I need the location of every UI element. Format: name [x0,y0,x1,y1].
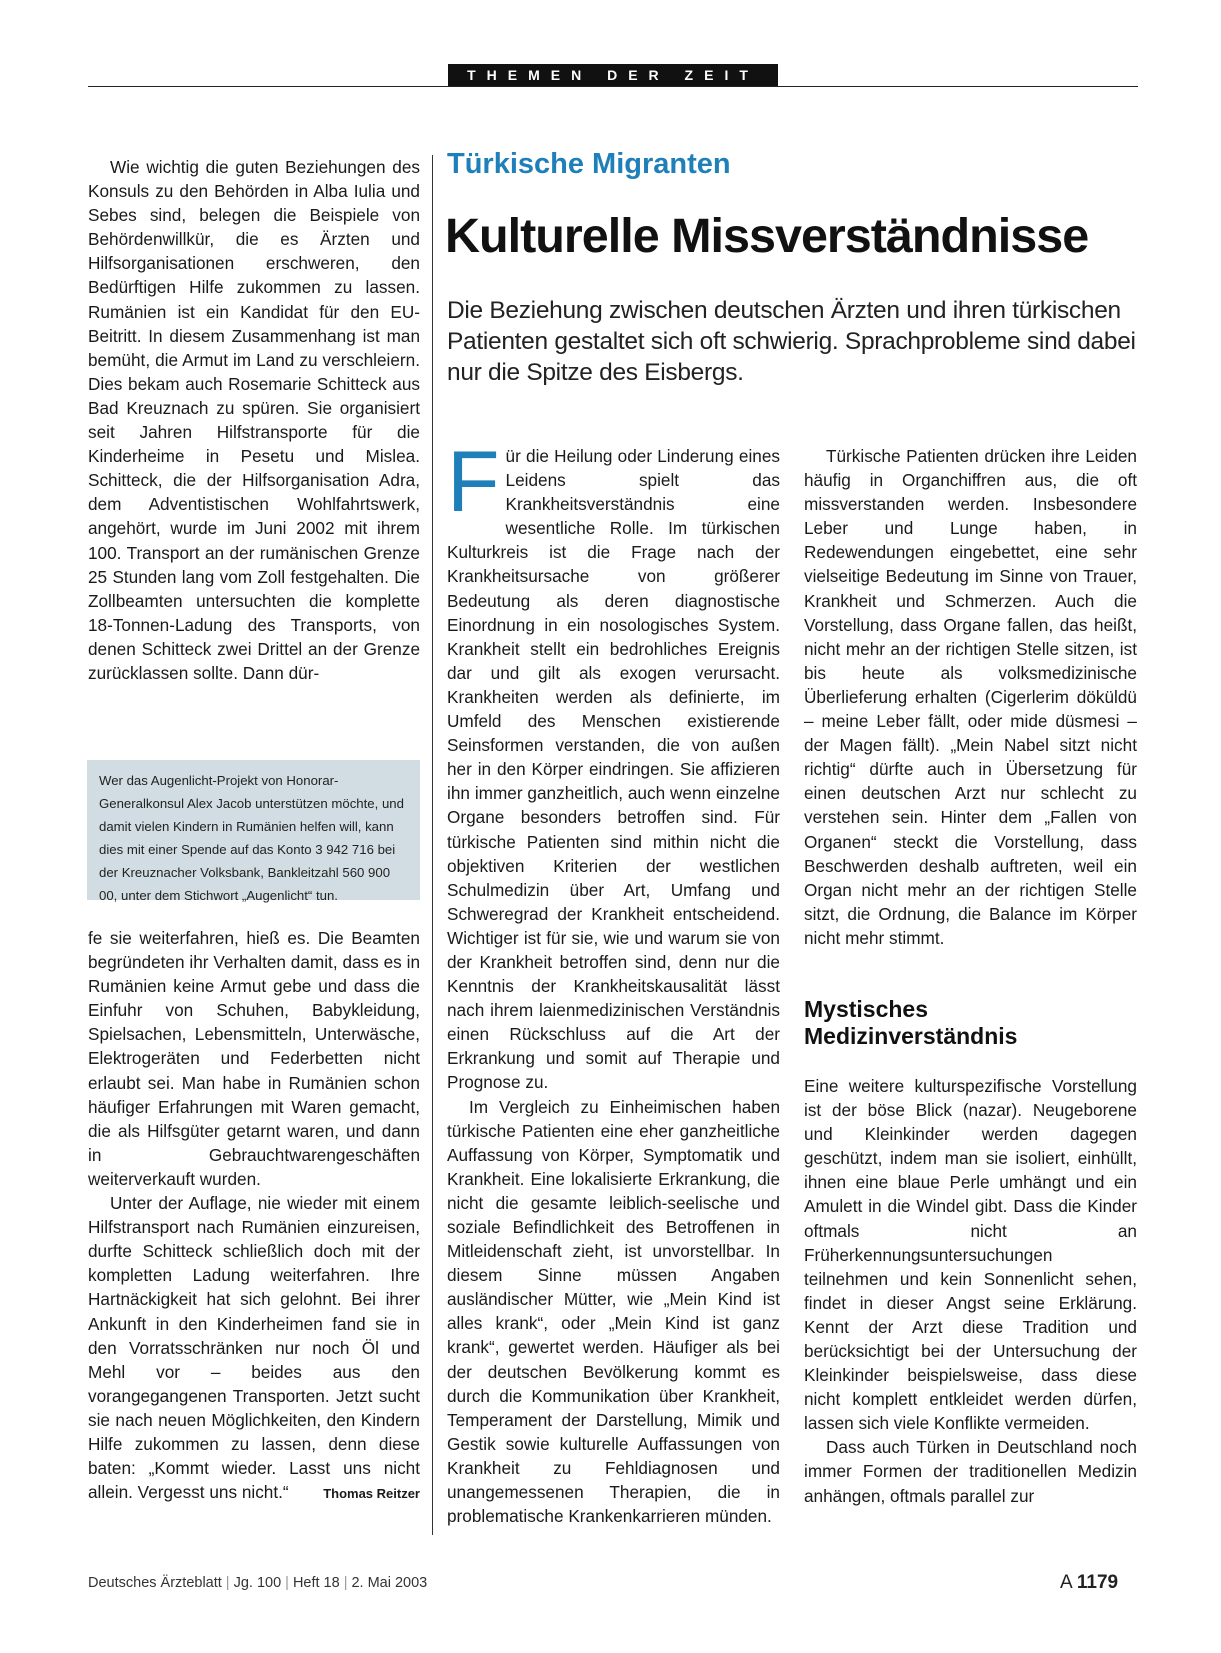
article-headline: Kulturelle Missverständnisse [445,209,1089,263]
drop-cap: F [447,434,500,530]
previous-article-column-continued [88,926,420,1506]
issue-date: 2. Mai 2003 [351,1575,428,1591]
page-number [1060,1572,1118,1594]
article-paragraph: Dass auch Türken in Deutschland noch immer Formen der traditionellen Medizin anhängen, oftmals parallel zur [804,1437,1137,1506]
volume: Jg. 100 [233,1575,282,1591]
journal-name: Deutsches Ärzteblatt [88,1575,222,1591]
previous-article-paragraph: Wie wichtig die guten Beziehungen des Konsuls zu den Behörden in Alba Iulia und Sebes sind, belegen die Beispiele von Behördenwillkür, die es Ärzten und Hilfsorganisationen erschweren, den Bedürftigen Hilfe zukommen zu lassen. Rumänien ist ein Kandidat für den EU-Beitritt. In diesem Zusammenhang ist man bemüht, die Armut im Land zu verschleiern. Dies bekam auch Rosemarie Schitteck aus Bad Kreuznach zu spüren. Sie organisiert seit Jahren Hilfstransporte für die Kinderheime in Pesetu und Mislea. Schitteck, die der Hilfsorganisation Adra, dem Adventistischen Wohlfahrtswerk, angehört, wurde im Juni 2002 mit ihrem 100. Transport an der rumänischen Grenze 25 Stunden lang vom Zoll festgehalten. Die Zollbeamten untersuchten die komplette 18-Tonnen-Ladung des Transports, von denen Schitteck zwei Drittel an der Grenze zurücklassen sollte. Dann dür- [88,157,420,683]
article-column-1 [447,434,780,1528]
page-footer: Deutsches Ärzteblatt | Jg. 100 | Heft 18 | 2. Mai 2003 [88,1575,428,1591]
article-paragraph: Eine weitere kulturspezifische Vorstellung ist der böse Blick (nazar). Neugeborene und Kleinkinder werden dagegen geschützt, indem man sie isoliert, einhüllt, ihnen eine blaue Perle umhängt und ein Amulett in die Windel gibt. Dass die Kinder oftmals nicht an Früherkennungsuntersuchungen teilnehmen und kein Sonnenlicht sehen, findet in dieser Angst seine Erklärung. Kennt der Arzt diese Tradition und berücksichtigt bei der Untersuchung der Kleinkinder beispielsweise, dass diese nicht komplett entkleidet werden dürfen, lassen sich viele Konflikte vermeiden. [804,1075,1137,1434]
donation-info-box: Wer das Augenlicht-Projekt von Honorar-Generalkonsul Alex Jacob unterstützen möchte, und damit vielen Kindern in Rumänien helfen will, kann dies mit einer Spende auf das Konto 3 942 716 bei der Kreuznacher Volksbank, Bankleitzahl 560 900 00, unter dem Stichwort „Augenlicht“ tun. [87,760,420,900]
article-lead: Die Beziehung zwischen deutschen Ärzten und ihren türkischen Patienten gestaltet sich oft schwierig. Sprachprobleme sind dabei nur die Spitze des Eisbergs. [447,297,1136,386]
article-subheading: Mystisches Medizinverständnis [804,995,1018,1049]
column-divider [432,155,433,1535]
article-kicker: Türkische Migranten [447,148,731,180]
author-signature: Thomas Reitzer [323,1486,420,1502]
article-text: ür die Heilung oder Linderung eines Leidens spielt das Krankheitsverständnis eine wesentliche Rolle. Im türkischen Kulturkreis ist die Frage nach der Krankheitsursache von größerer Bedeutung als deren diagnostische Einordnung in ein nosologisches System. Krankheit stellt ein bedrohliches Ereignis dar und gilt als exogen verursacht. Krankheiten werden als definierte, im Umfeld des Menschen existierende Seinsformen verstanden, die von außen her in den Körper eindringen. Sie affizieren ihn immer ganzheitlich, auch wenn einzelne Organe besonders betroffen sind. Für türkische Patienten sind mithin nicht die objektiven Kriterien der westlichen Schulmedizin über Art, Umfang und Schweregrad der Krankheit entscheidend. Wichtiger ist für sie, wie und warum sie von der Krankheit betroffen sind, denn nur die Kenntnis der Krankheitskausalität lässt nach ihrem laienmedizinischen Verständnis einen Rückschluss auf die Art der Erkrankung und somit auf Therapie und Prognose zu. [447,446,780,1093]
article-paragraph [447,434,780,1095]
issue: Heft 18 [292,1575,340,1591]
previous-article-paragraph: fe sie weiterfahren, hieß es. Die Beamten begründeten ihr Verhalten damit, dass es in Rumänien keine Armut gebe und dass die Einfuhr von Schuhen, Babykleidung, Spielsachen, Lebensmitteln, Unterwäsche, Elektrogeräten und Federbetten nicht erlaubt sei. Man habe in Rumänien schon häufiger Erfahrungen mit Waren gemacht, die als Hilfsgüter getarnt waren, und dann in Gebrauchtwarengeschäften weiterverkauft wurden. [88,928,420,1189]
page-number-value: 1179 [1076,1572,1119,1593]
article-column-2 [804,444,1137,1508]
header-rule [88,86,1138,87]
previous-article-paragraph [88,1191,420,1504]
section-label: THEMEN DER ZEIT [448,64,778,86]
article-paragraph: Türkische Patienten drücken ihre Leiden häufig in Organchiffren aus, die oft missverstanden werden. Insbesondere Leber und Lunge haben, in Redewendungen eingebettet, eine sehr vielseitige Bedeutung im Sinne von Trauer, Krankheit und Schmerzen. Auch die Vorstellung, dass Organe fallen, das heißt, nicht mehr an der richtigen Stelle sitzen, ist bis heute als volksmedizinische Überlieferung erhalten (Cigerlerim döküldü – meine Leber fällt, oder mide düsmesi – der Magen fällt). „Mein Nabel sitzt nicht richtig“ dürfte auch in Übersetzung für einen deutschen Arzt nur schlecht zu verstehen sein. Hinter dem „Fallen von Organen“ steckt die Vorstellung, dass Beschwerden deshalb auftreten, weil ein Organ nicht mehr an der richtigen Stelle sitzt, die Ordnung, die Balance im Körper nicht mehr stimmt. [804,446,1137,948]
previous-article-column [88,155,420,685]
previous-article-text: Unter der Auflage, nie wieder mit einem Hilfstransport nach Rumänien einzureisen, durfte Schitteck schließlich doch mit der kompletten Ladung weiterfahren. Ihre Hartnäckigkeit hat sich gelohnt. Bei ihrer Ankunft in den Kinderheimen fand sie in den Vorratsschränken nur noch Öl und Mehl vor – beides aus den vorangegangenen Transporten. Jetzt sucht sie nach neuen Möglichkeiten, den Kindern Hilfe zukommen zu lassen, denn diese baten: „Kommt wieder. Lasst uns nicht allein. Vergesst uns nicht.“ [88,1193,420,1503]
page-prefix: A [1060,1572,1072,1593]
article-paragraph: Im Vergleich zu Einheimischen haben türkische Patienten eine eher ganzheitliche Auffassung von Körper, Symptomatik und Krankheit. Eine lokalisierte Erkrankung, die nicht die gesamte leiblich-seelische und soziale Befindlichkeit des Betroffenen in Mitleidenschaft zieht, ist unvorstellbar. In diesem Sinne müssen Angaben ausländischer Mütter, wie „Mein Kind ist alles krank“, oder „Mein Kind ist ganz krank“, gewertet werden. Häufiger als bei der deutschen Bevölkerung kommt es durch die Kommunikation über Krankheit, Temperament der Darstellung, Mimik und Gestik sowie kulturelle Auffassungen von Krankheit zu Fehldiagnosen und unangemessenen Therapien, die in problematische Krankenkarrieren münden. [447,1096,780,1527]
